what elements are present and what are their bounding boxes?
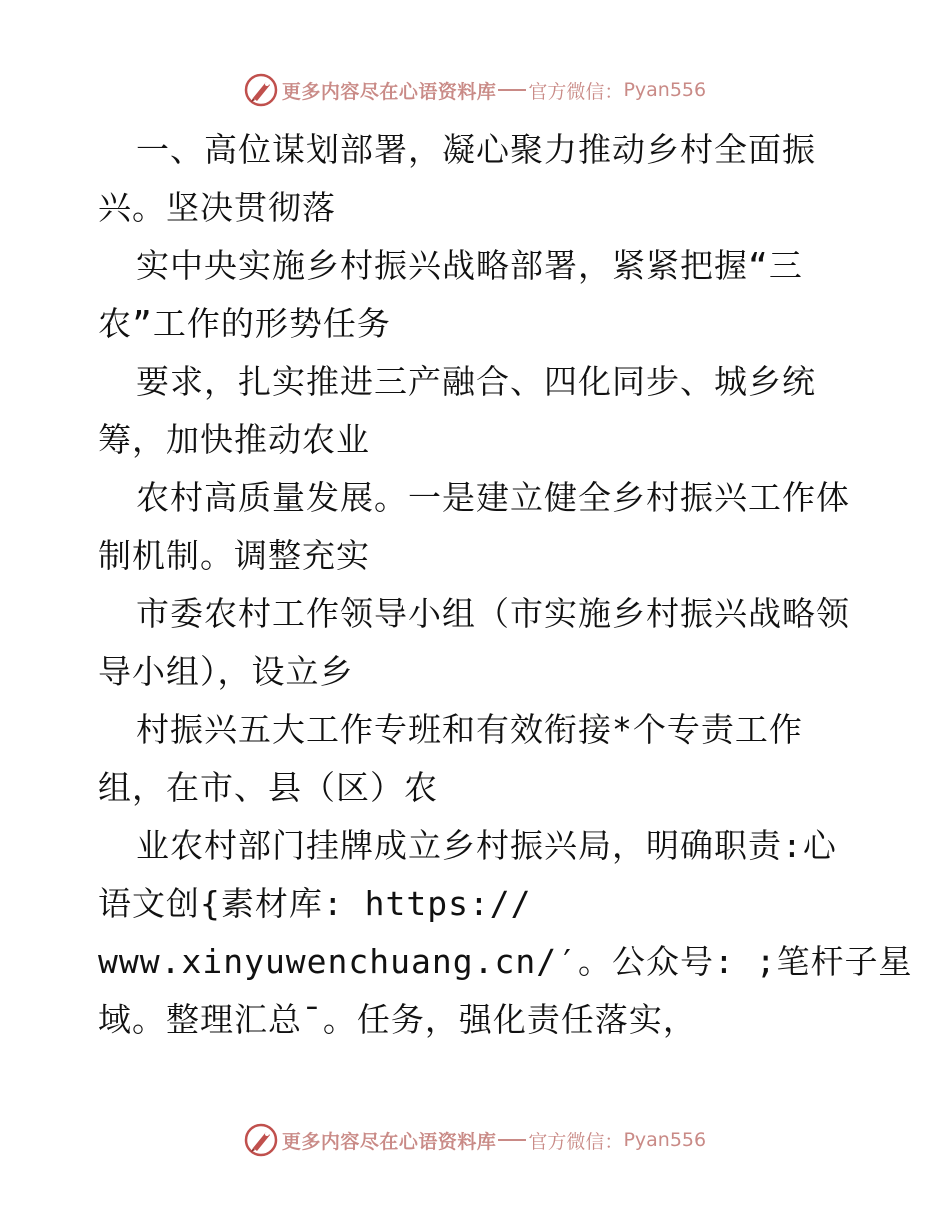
body-line: 村振兴五大工作专班和有效衔接*个专责工作 [136, 710, 803, 749]
pen-logo-icon [244, 1123, 278, 1157]
body-line: 兴。坚决贯彻落 [98, 188, 336, 227]
body-line: www.xinyuwenchuang.cn/′。公众号: ;笔杆子星 [98, 942, 913, 981]
watermark-sub: 官方微信： [528, 1130, 624, 1153]
body-line: 制机制。调整充实 [98, 536, 370, 575]
watermark-dash [498, 1139, 526, 1141]
body-line: 组，在市、县（区）农 [98, 768, 438, 807]
body-line: 域。整理汇总¯。任务，强化责任落实， [98, 1000, 697, 1039]
body-line: 语文创{素材库: https:// [98, 884, 532, 923]
footer-watermark [0, 1120, 950, 1160]
header-watermark [0, 70, 950, 110]
pen-logo-icon [244, 73, 278, 107]
watermark-brand: 更多内容尽在心语资料库 [281, 1130, 497, 1153]
watermark-wechat-id: Pyan556 [623, 1129, 707, 1151]
watermark-brand: 更多内容尽在心语资料库 [281, 80, 497, 103]
body-line: 导小组），设立乡 [98, 652, 354, 691]
watermark-sub: 官方微信： [528, 80, 624, 103]
body-line: 市委农村工作领导小组（市实施乡村振兴战略领 [136, 594, 850, 633]
body-line: 实中央实施乡村振兴战略部署，紧紧把握“三 [136, 246, 803, 285]
document-body [98, 121, 913, 1049]
body-line: 农村高质量发展。一是建立健全乡村振兴工作体 [136, 478, 850, 517]
body-line: 筹，加快推动农业 [98, 420, 370, 459]
watermark-dash [498, 89, 526, 91]
body-line: 要求，扎实推进三产融合、四化同步、城乡统 [136, 362, 816, 401]
body-line: 农”工作的形势任务 [98, 304, 391, 343]
body-line: 一、高位谋划部署，凝心聚力推动乡村全面振 [136, 130, 816, 169]
watermark-wechat-id: Pyan556 [623, 79, 707, 101]
body-line: 业农村部门挂牌成立乡村振兴局，明确职责:心 [136, 826, 837, 865]
